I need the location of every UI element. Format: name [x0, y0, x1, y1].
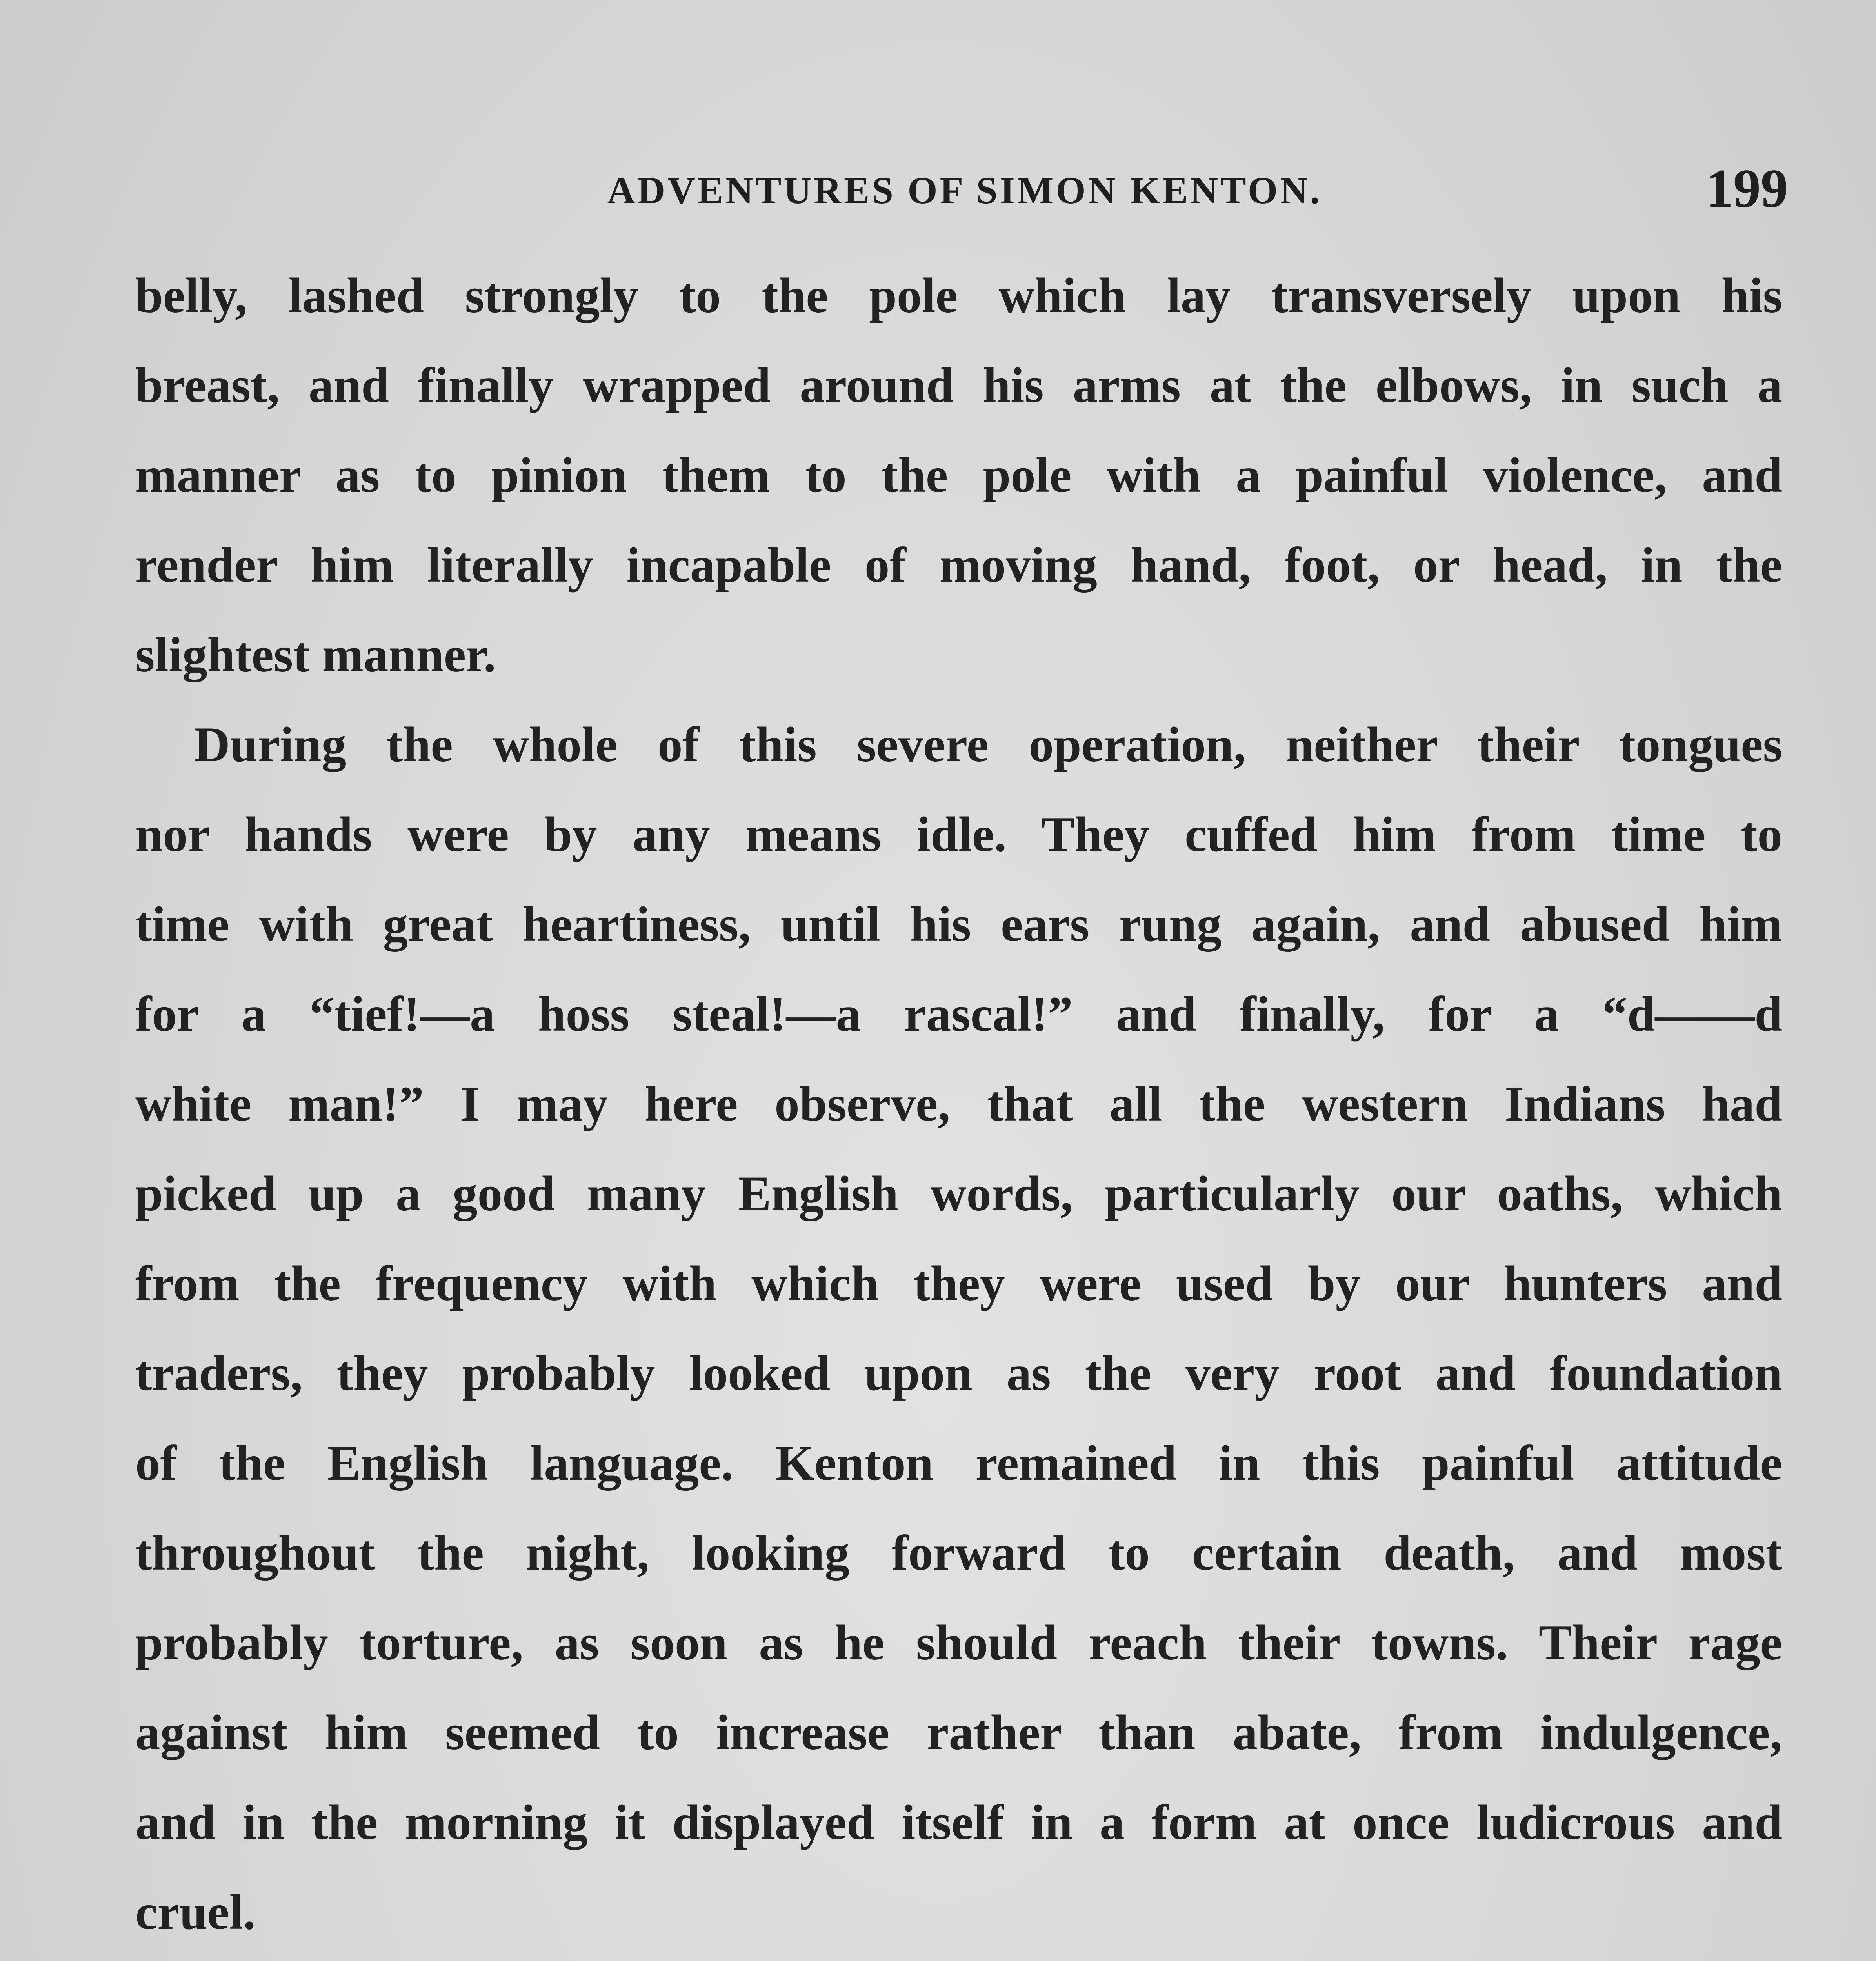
- text-line: against him seemed to increase rather than abate, from indulgence,: [135, 1705, 1782, 1760]
- paragraph: [135, 251, 1782, 700]
- text-line: white man!” I may here observe, that all the western Indians had: [135, 1077, 1782, 1131]
- text-line: traders, they probably looked upon as the very root and foundation: [135, 1346, 1782, 1401]
- text-line: render him literally incapable of moving hand, foot, or head, in the: [135, 538, 1782, 593]
- text-line: and in the morning it displayed itself in a form at once ludicrous and: [135, 1795, 1782, 1850]
- page-number: 199: [1706, 158, 1788, 219]
- text-line: [135, 1957, 1782, 1961]
- text-line: of the English language. Kenton remained in this painful attitude: [135, 1436, 1782, 1491]
- text-line: belly, lashed strongly to the pole which lay transversely upon his: [135, 268, 1782, 323]
- text-line: manner as to pinion them to the pole with a painful violence, and: [135, 448, 1782, 503]
- text-line: throughout the night, looking forward to certain death, and most: [135, 1526, 1782, 1581]
- text-line: breast, and finally wrapped around his arms at the elbows, in such a: [135, 358, 1782, 413]
- text-line: time with great heartiness, until his ears rung again, and abused him: [135, 897, 1782, 952]
- text-line: picked up a good many English words, particularly our oaths, which: [135, 1166, 1782, 1221]
- running-title: ADVENTURES OF SIMON KENTON.: [607, 169, 1322, 212]
- paragraph: [135, 700, 1782, 1957]
- text-line: cruel.: [135, 1885, 256, 1940]
- text-line: nor hands were by any means idle. They cuffed him from time to: [135, 807, 1782, 862]
- text-line: from the frequency with which they were used by our hunters and: [135, 1256, 1782, 1311]
- paragraph: [135, 1957, 1782, 1961]
- body-text: [135, 251, 1782, 1961]
- text-line: During the whole of this severe operation, neither their tongues: [194, 717, 1782, 772]
- text-line: probably torture, as soon as he should reach their towns. Their rage: [135, 1615, 1782, 1670]
- text-line: slightest manner.: [135, 628, 496, 682]
- page-header: [133, 157, 1796, 235]
- text-line: for a “tief!—a hoss steal!—a rascal!” and finally, for a “d——d: [135, 987, 1782, 1042]
